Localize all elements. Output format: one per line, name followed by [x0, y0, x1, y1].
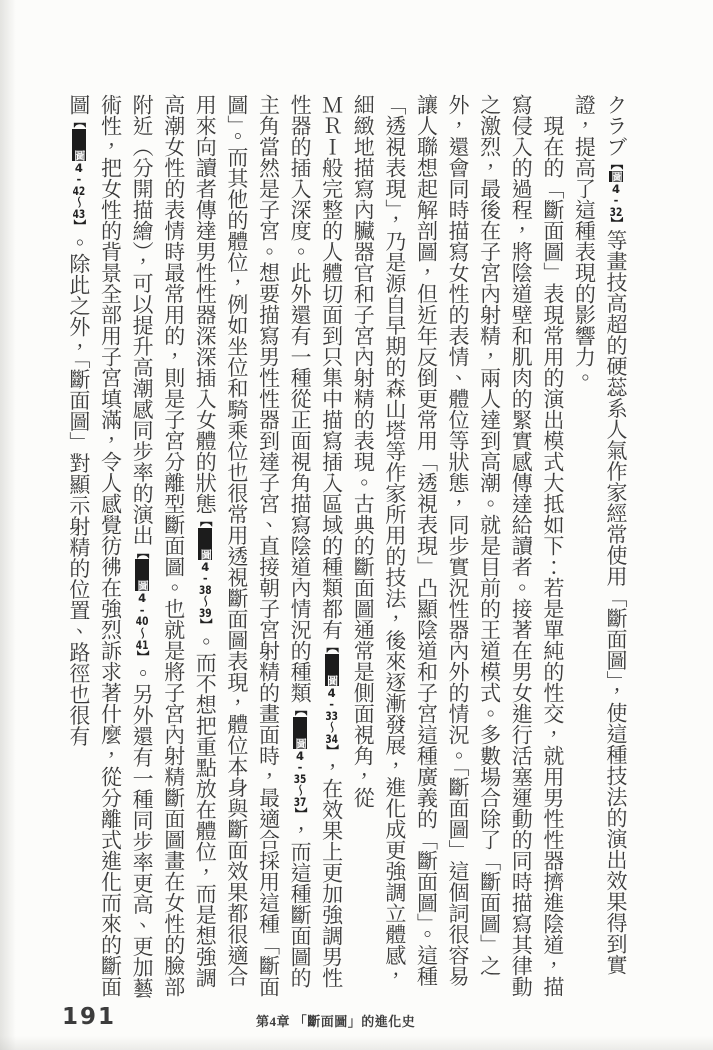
figure-reference: 【圖4-38〜39】: [198, 514, 213, 631]
paragraph: クラブ【圖4-32】等畫技高超的硬蕊系人氣作家經常使用「斷面圖」，使這種技法的演出效果得到實證，提高了這種表現的影響力。: [572, 94, 628, 975]
figure-reference: 【圖4-32】: [609, 157, 623, 230]
page-number: 191: [62, 1004, 117, 1030]
figure-reference: 【圖4-33〜34】: [324, 640, 339, 757]
figure-reference: 【圖4-40〜41】: [135, 545, 150, 663]
figure-icon: 圖: [72, 129, 86, 161]
figure-icon: 圖: [325, 654, 339, 686]
figure-reference: 【圖4-35〜37】: [293, 703, 308, 820]
paragraph: 現在的「斷面圖」表現常用的演出模式大抵如下：若是單純的性交，就用男性性器擠進陰道，描寫侵入的過程，將陰道壁和肌肉的緊實感傳達給讀者。接著在男女進行活塞運動的同時描寫其律動之激烈，最後在子宮內射精，兩人達到高潮。就是目前的王道模式。多數場合除了「斷面圖」之外，還會同時描寫女性的表情、體位等狀態，同步實況性器內外的情況。「斷面圖」這個詞很容易讓人聯想起解剖圖，但近年反倒更常用「透視表現」凸顯陰道和子宮這種廣義的「斷面圖」。這種「透視表現」，乃是源自早期的森山塔等作家所用的技法，後來逐漸發展，進化成更強調立體感，細緻地描寫內臟器官和子宮內射精的表現。古典的斷面圖通常是側面視角，從 ＭＲＩ般完整的人體切面到只集中描寫插入區域的種類都有【圖4-33〜34】，在效果上更加強調男性性器的插入深度。此外還有一種從正面視角描寫陰道內情況的種類【圖4-35〜37】，而這種斷面圖的主角當然是子宮。想要描寫男性性器到達子宮、直接朝子宮射精的畫面時，最適合採用這種「斷面圖」。而其他的體位，例如坐位和騎乘位也很常用透視斷面圖表現，體位本身與斷面效果都很適合用來向讀者傳達男性性器深深插入女體的狀態【圖4-38〜39】。而不想把重點放在體位，而是想強調高潮女性的表情時最常用的，則是子宮分離型斷面圖。也就是將子宮內射精斷面圖畫在女性的臉部附近（分開描繪），可以提升高潮感同步率的演出【圖4-40〜41】。另外還有一種同步率更高、更加藝術性，把女性的背景全部用子宮填滿，令人感覺彷彿在強烈訴求著什麼，從分離式進化而來的斷面圖【圖4-42〜43】。除此之外，「斷面圖」對顯示射精的位置、路徑也很有: [66, 94, 565, 999]
figure-icon: 圖: [135, 559, 149, 591]
figure-icon: 圖: [198, 528, 212, 560]
text-block: [61, 94, 631, 1000]
figure-icon: 圖: [293, 717, 307, 749]
figure-reference: 【圖4-42〜43】: [71, 115, 86, 232]
chapter-footer: 第4章 「斷面圖」的進化史: [256, 1014, 416, 1029]
figure-icon: 圖: [610, 170, 622, 182]
